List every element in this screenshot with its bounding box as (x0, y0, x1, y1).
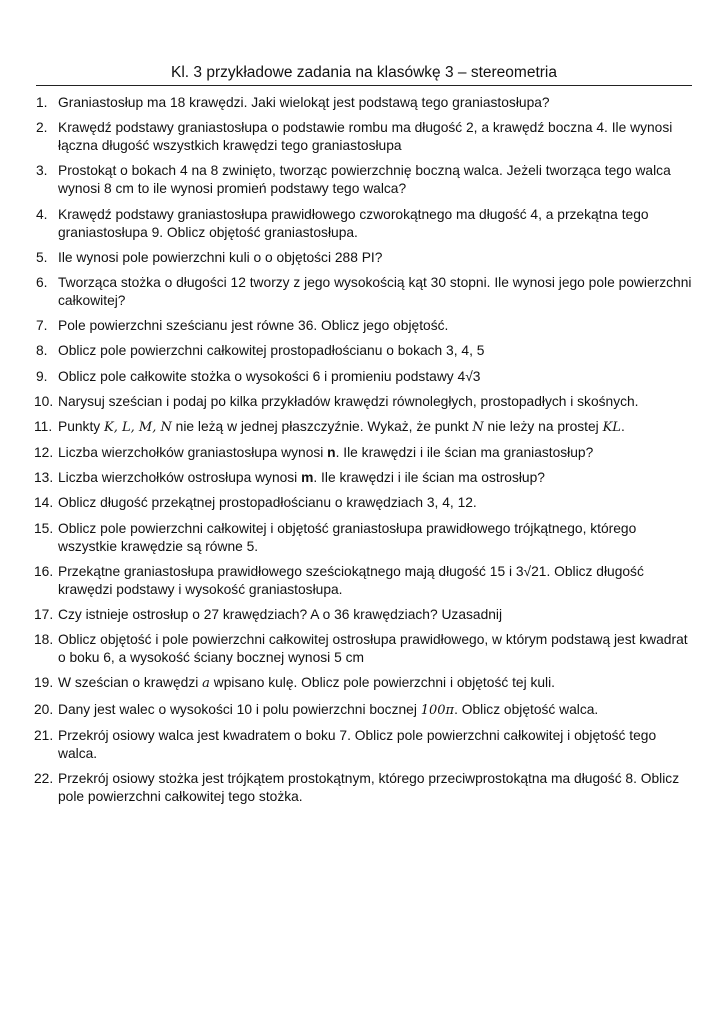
task-number: 12. (34, 445, 54, 461)
task-item (36, 520, 692, 556)
task-number: 10. (34, 393, 54, 409)
math-expression: K, L, M, N (104, 419, 172, 435)
task-text-part: . (620, 418, 625, 434)
task-number: 6. (36, 274, 48, 290)
task-item (36, 606, 692, 624)
task-text: Przekrój osiowy stożka jest trójkątem prostokątnym, którego przeciwprostokątna ma długość 8. Oblicz pole powierzchni całkowitej tego stożka. (58, 770, 680, 804)
task-number: 9. (36, 368, 48, 384)
task-number: 2. (36, 120, 48, 136)
task-item (36, 418, 692, 437)
task-text-part: Punkty (58, 418, 105, 434)
task-item (36, 701, 692, 720)
task-text: Tworząca stożka o długości 12 tworzy z jego wysokością kąt 30 stopni. Ile wynosi jego pole powierzchni całkowitej? (58, 274, 692, 308)
task-item (36, 249, 692, 267)
task-text-part: nie leży na prostej (483, 418, 603, 434)
task-item (36, 727, 692, 763)
task-text-part: . Oblicz objętość walca. (454, 701, 599, 717)
task-number: 13. (34, 470, 54, 486)
task-text: Oblicz pole powierzchni całkowitej i objętość graniastosłupa prawidłowego trójkątnego, którego wszystkie krawędzie są równe 5. (58, 520, 637, 554)
task-text: Narysuj sześcian i podaj po kilka przykładów krawędzi równoległych, prostopadłych i skośnych. (58, 393, 639, 409)
task-number: 14. (34, 495, 54, 511)
task-number: 16. (34, 563, 54, 579)
task-text: Przekrój osiowy walca jest kwadratem o boku 7. Oblicz pole powierzchni całkowitej i objętość tego walca. (58, 727, 657, 761)
task-number: 20. (34, 701, 54, 717)
task-text: Prostokąt o bokach 4 na 8 zwinięto, tworząc powierzchnię boczną walca. Jeżeli tworząca tego walca wynosi 8 cm to ile wynosi promień podstawy tego walca? (58, 163, 671, 197)
task-item (36, 469, 692, 487)
task-text-part: Liczba wierzchołków graniastosłupa wynosi (58, 445, 328, 461)
task-item (36, 342, 692, 360)
task-text: Krawędź podstawy graniastosłupa o podstawie rombu ma długość 2, a krawędź boczna 4. Ile wynosi łączna długość wszystkich krawędzi tego graniastosłupa (58, 120, 673, 154)
title-underline (36, 85, 692, 86)
task-item (36, 631, 692, 667)
task-text: Graniastosłup ma 18 krawędzi. Jaki wielokąt jest podstawą tego graniastosłupa? (58, 95, 550, 110)
task-text-part: nie leżą w jednej płaszczyźnie. Wykaż, że punkt (171, 418, 473, 434)
math-expression: 100π (420, 702, 455, 718)
math-expression: KL (602, 419, 621, 435)
task-text: Krawędź podstawy graniastosłupa prawidłowego czworokątnego ma długość 4, a przekątna tego graniastosłupa 9. Oblicz objętość graniastosłupa. (58, 206, 649, 240)
task-number: 17. (34, 607, 54, 622)
task-number: 21. (34, 727, 54, 743)
task-item (36, 674, 692, 693)
document-title: Kl. 3 przykładowe zadania na klasówkę 3 – stereometria (171, 64, 557, 81)
task-number: 19. (34, 675, 54, 691)
task-number: 22. (34, 770, 54, 786)
task-number: 3. (36, 163, 48, 179)
task-item (36, 274, 692, 310)
task-item (36, 770, 692, 806)
task-number: 15. (34, 520, 54, 536)
task-item (36, 393, 692, 411)
task-number: 18. (34, 632, 54, 648)
task-text-part: . Ile krawędzi i ile ścian ma graniastosłup? (335, 445, 594, 461)
task-item (36, 563, 692, 599)
task-text: Oblicz długość przekątnej prostopadłościanu o krawędziach 3, 4, 12. (58, 495, 477, 511)
bold-variable: n (327, 445, 336, 461)
task-text: Oblicz pole powierzchni całkowitej prostopadłościanu o bokach 3, 4, 5 (58, 343, 485, 359)
task-text: Pole powierzchni sześcianu jest równe 36. Oblicz jego objętość. (58, 318, 449, 334)
task-text: Oblicz objętość i pole powierzchni całkowitej ostrosłupa prawidłowego, w którym podstawą jest kwadrat o boku 6, a wysokość ściany bocznej wynosi 5 cm (58, 632, 688, 666)
task-item (36, 368, 692, 386)
math-expression: a (202, 676, 210, 692)
task-text-part: Liczba wierzchołków ostrosłupa wynosi (58, 470, 302, 486)
task-text-part: wpisano kulę. Oblicz pole powierzchni i objętość tej kuli. (209, 675, 556, 691)
task-text-part: Dany jest walec o wysokości 10 i polu powierzchni bocznej (58, 701, 421, 717)
task-item (36, 119, 692, 155)
task-item (36, 206, 692, 242)
task-number: 7. (36, 318, 48, 334)
task-list (36, 94, 692, 813)
task-item (36, 162, 692, 198)
bold-variable: m (301, 470, 314, 486)
task-number: 11. (34, 418, 53, 434)
task-text-part: . Ile krawędzi i ile ścian ma ostrosłup? (313, 470, 545, 486)
task-text: Ile wynosi pole powierzchni kuli o o objętości 288 PI? (58, 249, 383, 265)
task-number: 5. (36, 249, 48, 265)
task-number: 8. (36, 343, 48, 359)
task-number: 4. (36, 206, 48, 222)
task-text: Czy istnieje ostrosłup o 27 krawędziach? A o 36 krawędziach? Uzasadnij (58, 607, 503, 622)
task-item (36, 444, 692, 462)
task-item (36, 317, 692, 335)
task-item (36, 94, 692, 112)
task-text-part: W sześcian o krawędzi (58, 675, 203, 691)
task-text: Przekątne graniastosłupa prawidłowego sześciokątnego mają długość 15 i 3√21. Oblicz długość krawędzi podstawy i wysokość graniastosłupa. (58, 563, 644, 597)
task-number: 1. (36, 95, 48, 110)
math-expression: N (472, 419, 484, 435)
task-item (36, 494, 692, 512)
task-text: Oblicz pole całkowite stożka o wysokości 6 i promieniu podstawy 4√3 (58, 368, 481, 384)
